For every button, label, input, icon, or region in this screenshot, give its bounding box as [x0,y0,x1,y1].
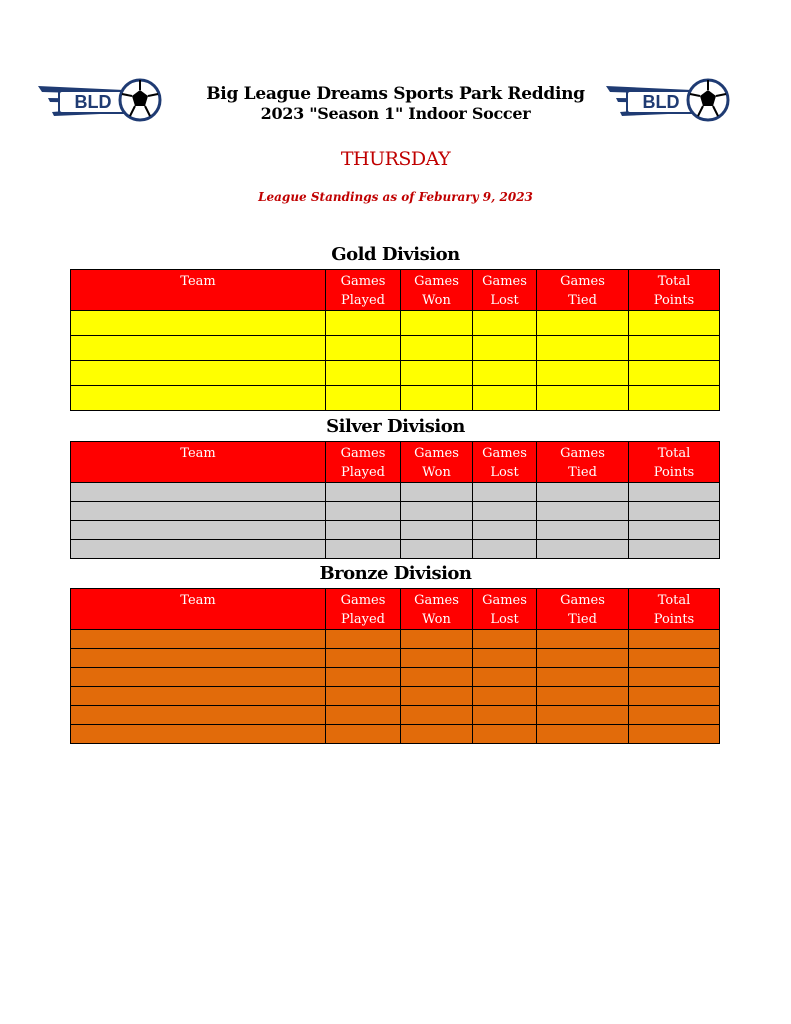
col-games-won: Games Won [401,442,473,483]
col-games-tied: Games Tied [537,270,629,311]
silver-division-title: Silver Division [326,416,465,437]
logo-text-right: BLD [642,92,680,112]
gold-standings-table [70,269,720,411]
table-row [71,502,720,521]
col-games-lost: Games Lost [473,270,537,311]
col-total-points: Total Points [629,270,720,311]
standings-date: League Standings as of Feburary 9, 2023 [258,190,533,204]
col-games-played: Games Played [326,442,401,483]
col-total-points: Total Points [629,442,720,483]
col-games-tied: Games Tied [537,589,629,630]
col-team: Team [71,442,326,483]
silver-standings-table [70,441,720,559]
gold-division-title: Gold Division [331,244,460,265]
table-row [71,311,720,336]
table-row [71,725,720,744]
table-row [71,668,720,687]
table-row [71,361,720,386]
season-title: 2023 "Season 1" Indoor Soccer [260,104,531,123]
table-row [71,521,720,540]
table-row [71,706,720,725]
logo-text-left: BLD [74,92,112,112]
table-header-row [71,589,720,630]
park-title: Big League Dreams Sports Park Redding [206,84,585,104]
col-games-tied: Games Tied [537,442,629,483]
col-games-won: Games Won [401,589,473,630]
table-row [71,483,720,502]
col-team: Team [71,589,326,630]
col-games-won: Games Won [401,270,473,311]
table-row [71,540,720,559]
table-row [71,336,720,361]
table-row [71,386,720,411]
col-games-lost: Games Lost [473,589,537,630]
table-header-row [71,270,720,311]
bronze-standings-table [70,588,720,744]
table-row [71,649,720,668]
table-header-row [71,442,720,483]
col-total-points: Total Points [629,589,720,630]
col-games-lost: Games Lost [473,442,537,483]
bronze-division-title: Bronze Division [319,563,472,584]
table-row [71,630,720,649]
col-games-played: Games Played [326,270,401,311]
table-row [71,687,720,706]
col-team: Team [71,270,326,311]
col-games-played: Games Played [326,589,401,630]
day-heading: THURSDAY [340,148,451,170]
